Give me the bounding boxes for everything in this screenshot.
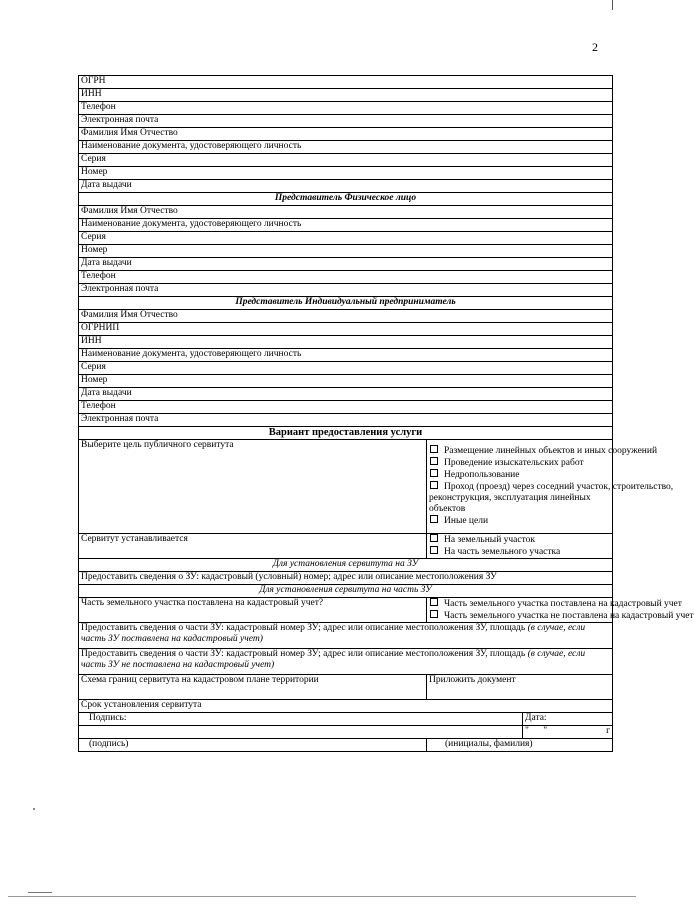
section-header-row (79, 193, 613, 206)
zu-info-label: Предоставить сведения о ЗУ: кадастровый (условный) номер; адрес или описание местоположения ЗУ (79, 572, 613, 585)
form-row (79, 76, 613, 89)
row-label: Серия (79, 154, 613, 167)
purpose-option[interactable]: Иные цели (429, 515, 610, 527)
row-label: ИНН (79, 89, 613, 102)
form-row (79, 375, 613, 388)
row-label: ОГРНИП (79, 323, 613, 336)
scan-artifact (28, 892, 52, 893)
form-row (79, 219, 613, 232)
form-row (79, 258, 613, 271)
checkbox-icon[interactable] (430, 481, 438, 489)
form-row (79, 154, 613, 167)
established-row (79, 534, 613, 559)
caption-name: (инициалы, фамилия) (445, 739, 533, 749)
form-row (79, 167, 613, 180)
purpose-option[interactable]: Проход (проезд) через соседний участок, строительство, (429, 481, 610, 493)
section-title-physical: Представитель Физическое лицо (79, 193, 613, 206)
form-row (79, 414, 613, 427)
row-label: ИНН (79, 336, 613, 349)
row-label: Номер (79, 245, 613, 258)
row-label: Фамилия Имя Отчество (79, 310, 613, 323)
part-info-2-main: Предоставить сведения о части ЗУ: кадастровый номер ЗУ; адрес или описание местоположения ЗУ, площадь (81, 649, 526, 659)
date-field[interactable] (523, 726, 613, 739)
date-quote-close: " (543, 726, 548, 736)
part-info-1 (79, 623, 613, 649)
part-question-row (79, 598, 613, 623)
part-info-1-note: (в случае, если часть ЗУ поставлена на кадастровый учет) (81, 623, 586, 644)
subheader-part: Для установления сервитута на часть ЗУ (79, 585, 613, 598)
top-edge-mark (612, 0, 613, 10)
section-header-row (79, 297, 613, 310)
form-row (79, 623, 613, 649)
subheader-row (79, 559, 613, 572)
form-row (79, 141, 613, 154)
scheme-label: Схема границ сервитута на кадастровом плане территории (79, 675, 427, 700)
purpose-option[interactable]: Недропользование (429, 469, 610, 481)
signature-label: Подпись: (79, 713, 523, 726)
date-quote-open: " (525, 726, 529, 736)
form-row (79, 649, 613, 675)
row-label: Дата выдачи (79, 388, 613, 401)
part-option[interactable]: Часть земельного участка не поставлена на кадастровый учет (429, 610, 610, 622)
form-row (79, 284, 613, 297)
form-row (79, 102, 613, 115)
form-row (79, 362, 613, 375)
checkbox-icon[interactable] (430, 515, 438, 523)
established-option[interactable]: На часть земельного участка (429, 546, 610, 558)
form-row (79, 206, 613, 219)
form-row (79, 232, 613, 245)
signature-field[interactable] (79, 726, 523, 739)
form-row (79, 115, 613, 128)
established-options (427, 534, 613, 559)
row-label: Наименование документа, удостоверяющего личность (79, 141, 613, 154)
form-row (79, 180, 613, 193)
form-row (79, 89, 613, 102)
term-label: Срок установления сервитута (79, 700, 613, 713)
row-label: Электронная почта (79, 115, 613, 128)
section-title-ip: Представитель Индивидуальный предприниматель (79, 297, 613, 310)
section-header-row (79, 427, 613, 440)
row-label: Дата выдачи (79, 180, 613, 193)
checkbox-icon[interactable] (430, 598, 438, 606)
caption-signature: (подпись) (79, 739, 427, 752)
checkbox-icon[interactable] (430, 457, 438, 465)
scan-artifact (33, 808, 35, 810)
form-row (79, 245, 613, 258)
section-title-service: Вариант предоставления услуги (79, 427, 613, 440)
form-row (79, 349, 613, 362)
purpose-options (427, 440, 674, 534)
row-label: Номер (79, 375, 613, 388)
form-row (79, 310, 613, 323)
subheader-row (79, 585, 613, 598)
purpose-option[interactable]: Размещение линейных объектов и иных сооружений (429, 445, 610, 457)
row-label: Электронная почта (79, 414, 613, 427)
purpose-option-continuation: реконструкция, эксплуатация линейных объектов (429, 493, 591, 514)
row-label: Телефон (79, 102, 613, 115)
form-row (79, 700, 613, 713)
part-info-2-note: (в случае, если часть ЗУ не поставлена на кадастровый учет) (81, 649, 586, 670)
scheme-value: Приложить документ (427, 675, 613, 700)
form-row (79, 128, 613, 141)
subheader-zu: Для установления сервитута на ЗУ (79, 559, 613, 572)
part-options (427, 598, 694, 623)
form-row (79, 271, 613, 284)
row-label: Телефон (79, 271, 613, 284)
row-label: Серия (79, 362, 613, 375)
part-info-1-main: Предоставить сведения о части ЗУ: кадастровый номер ЗУ; адрес или описание местоположения ЗУ, площадь (81, 623, 526, 633)
purpose-label: Выберите цель публичного сервитута (79, 440, 427, 534)
date-year-suffix: г (606, 726, 610, 736)
row-label: ОГРН (79, 76, 613, 89)
signature-row (79, 713, 613, 726)
scheme-row (79, 675, 613, 700)
row-label: Фамилия Имя Отчество (79, 206, 613, 219)
checkbox-icon[interactable] (430, 534, 438, 542)
form-row (79, 572, 613, 585)
part-info-2 (79, 649, 613, 675)
form-row (79, 401, 613, 414)
row-label: Дата выдачи (79, 258, 613, 271)
row-label: Телефон (79, 401, 613, 414)
signature-row (79, 726, 613, 739)
row-label: Серия (79, 232, 613, 245)
form-row (79, 388, 613, 401)
row-label: Наименование документа, удостоверяющего личность (79, 219, 613, 232)
purpose-row (79, 440, 613, 534)
established-option[interactable]: На земельный участок (429, 534, 610, 546)
caption-name-cell (427, 739, 613, 752)
checkbox-icon[interactable] (430, 469, 438, 477)
checkbox-icon[interactable] (430, 610, 438, 618)
part-question-label: Часть земельного участка поставлена на кадастровый учет? (79, 598, 427, 623)
part-option[interactable]: Часть земельного участка поставлена на кадастровый учет (429, 598, 610, 610)
application-form-table (78, 75, 694, 752)
page-number: 2 (592, 40, 598, 54)
form-row (79, 323, 613, 336)
checkbox-icon[interactable] (430, 546, 438, 554)
page-bottom-rule (8, 896, 636, 897)
purpose-option[interactable]: Проведение изыскательских работ (429, 457, 610, 469)
established-label: Сервитут устанавливается (79, 534, 427, 559)
row-label: Наименование документа, удостоверяющего личность (79, 349, 613, 362)
row-label: Номер (79, 167, 613, 180)
row-label: Электронная почта (79, 284, 613, 297)
signature-captions-row (79, 739, 613, 752)
checkbox-icon[interactable] (430, 445, 438, 453)
form-row (79, 336, 613, 349)
date-label: Дата: (523, 713, 613, 726)
row-label: Фамилия Имя Отчество (79, 128, 613, 141)
